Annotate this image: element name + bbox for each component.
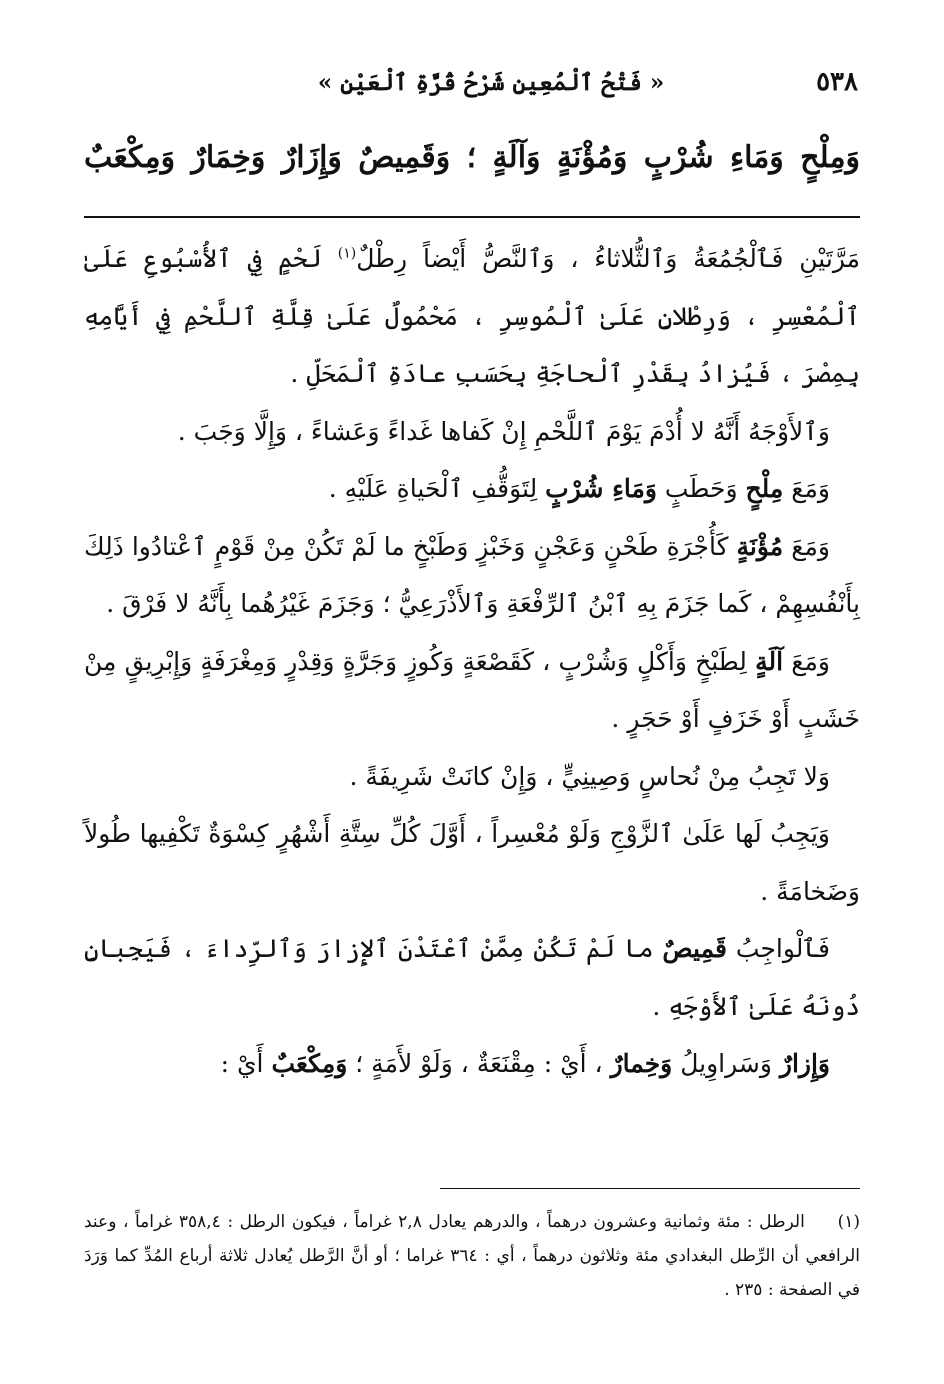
- paragraph: [84, 403, 860, 461]
- text-segment: وَمَعَ: [783, 474, 830, 503]
- paragraph: [84, 920, 860, 1035]
- matn-term: وَمِكْعَبٌ: [271, 1049, 348, 1078]
- text-segment: مَرَّتَيْنِ فَٱلْجُمُعَةُ وَٱلثُّلاثاءُ ، وَٱلنَّصُّ أَيْضاً رِطْلٌ: [356, 244, 860, 273]
- running-title: « فَتْحُ ٱلْمُعِينِ شَرْحُ قُرَّةِ ٱلْعَيْنِ »: [317, 68, 665, 96]
- footnote-marker: (١): [837, 1212, 861, 1232]
- footnote-reference: (١): [337, 245, 357, 262]
- text-segment: وَلا تَجِبُ مِنْ نُحاسٍ وَصِينِيٍّ ، وَإِنْ كانَتْ شَرِيفَةً .: [349, 761, 830, 791]
- matn-term: وَمَاءِ شُرْبٍ: [545, 474, 657, 503]
- header-divider: [84, 216, 860, 218]
- matn-term: وَخِمارٌ: [610, 1049, 673, 1078]
- text-segment: وَٱلأَوْجَهُ أَنَّهُ لا أُدْمَ يَوْمَ ٱللَّحْمِ إِنْ كَفاها غَداءً وَعَشاءً ، وَإِلَّا وَجَبَ .: [177, 416, 830, 446]
- text-segment: لِتَوَقُّفِ ٱلْحَياةِ عَلَيْهِ .: [328, 474, 546, 503]
- matn-text: وَمِلْحٍ وَمَاءِ شُرْبٍ وَمُؤْنَةٍ وَآلَةٍ ؛ وَقَمِيصٌ وَإِزَارٌ وَخِمَارٌ وَمِكْعَبٌ: [84, 140, 860, 175]
- footnote-text: الرطل : مئة وثمانية وعشرون درهماً ، والدرهم يعادل ٢,٨ غراماً ، فيكون الرطل : ٣٥٨,٤ غراماً ، وعند الرافعي أن الرِّطل البغدادي مئة وثلاثون درهماً ، أي : ٣٦٤ غراما ؛ أو أنَّ الرَّطل يُعادل ثلاثة أرباع المُدِّ كما وَرَدَ في الصفحة : ٢٣٥ .: [84, 1212, 860, 1300]
- text-segment: لَحْمٍ فِي ٱلأُسْبُوعِ عَلَىٰ ٱلْمُعْسِرِ ، وَرِطْلانِ عَلَىٰ ٱلْمُوسِرِ ، مَحْمُولٌ عَلَىٰ قِلَّةِ ٱللَّحْمِ فِي أَيَّامِهِ بِمِصْرَ ، فَيُزادُ بِقَدْرِ ٱلْحاجَةِ بِحَسَبِ عادَةِ ٱلْمَحَلِّ .: [84, 244, 860, 388]
- paragraph: [84, 805, 860, 920]
- text-segment: وَحَطَبٍ: [656, 474, 746, 503]
- text-segment: وَمَعَ: [783, 646, 831, 676]
- page-number: ٥٣٨: [816, 67, 858, 97]
- footnote-divider: [440, 1188, 860, 1189]
- paragraph: [84, 748, 860, 806]
- text-segment: كَأُجْرَةِ طَحْنٍ وَعَجْنٍ وَخَبْزٍ وَطَبْخٍ ما لَمْ تَكُنْ مِنْ قَوْمٍ ٱعْتادُوا ذَلِكَ بِأَنْفُسِهِمْ ، كَما جَزَمَ بِهِ ٱبْنُ ٱلرِّفْعَةِ وَٱلأَذْرَعِيُّ ؛ وَجَزَمَ غَيْرُهُما بِأَنَّهُ لا فَرْقَ .: [84, 531, 860, 618]
- text-segment: لِطَبْخٍ وَأَكْلٍ وَشُرْبٍ ، كَقَصْعَةٍ وَكُوزٍ وَجَرَّةٍ وَقِدْرٍ وَمِغْرَفَةٍ وَإِبْرِيقٍ مِنْ خَشَبٍ أَوْ خَزَفٍ أَوْ حَجَرٍ .: [84, 646, 860, 733]
- text-segment: ، أَيْ : مِقْنَعَةٌ ، وَلَوْ لأَمَةٍ ؛: [347, 1049, 611, 1078]
- paragraph: [84, 230, 860, 403]
- matn-term: مِلْحٍ: [745, 474, 784, 503]
- paragraph: [84, 518, 860, 633]
- text-segment: وَيَجِبُ لَها عَلَىٰ ٱلزَّوْجِ وَلَوْ مُعْسِراً ، أَوَّلَ كُلِّ سِتَّةِ أَشْهُرٍ كِسْوَةٌ تَكْفِيها طُولاً وَضَخامَةً .: [84, 819, 860, 906]
- page-header: [86, 58, 858, 106]
- text-segment: ما لَمْ تَكُنْ مِمَّنْ ٱعْتَدْنَ ٱلإِزارَ وَٱلرِّداءَ ، فَيَجِبانِ دُونَهُ عَلَىٰ ٱلأَوْجَهِ .: [84, 934, 860, 1021]
- paragraph: [84, 1035, 860, 1093]
- footnote: [84, 1205, 860, 1307]
- text-segment: أَيْ :: [220, 1049, 272, 1078]
- matn-term: قَمِيصٌ: [662, 934, 727, 963]
- matn-term: وَإِزارٌ: [779, 1049, 830, 1078]
- commentary-body: [84, 230, 860, 1093]
- matn-term: مُؤْنَةٍ: [736, 531, 784, 561]
- text-segment: فَٱلْواجِبُ: [726, 934, 830, 963]
- text-segment: وَسَراوِيلُ: [672, 1049, 780, 1078]
- footnote-paragraph: [84, 1205, 860, 1307]
- matn-term: آلَةٍ: [755, 646, 784, 676]
- paragraph: [84, 633, 860, 748]
- paragraph: [84, 460, 860, 518]
- text-segment: وَمَعَ: [783, 531, 830, 561]
